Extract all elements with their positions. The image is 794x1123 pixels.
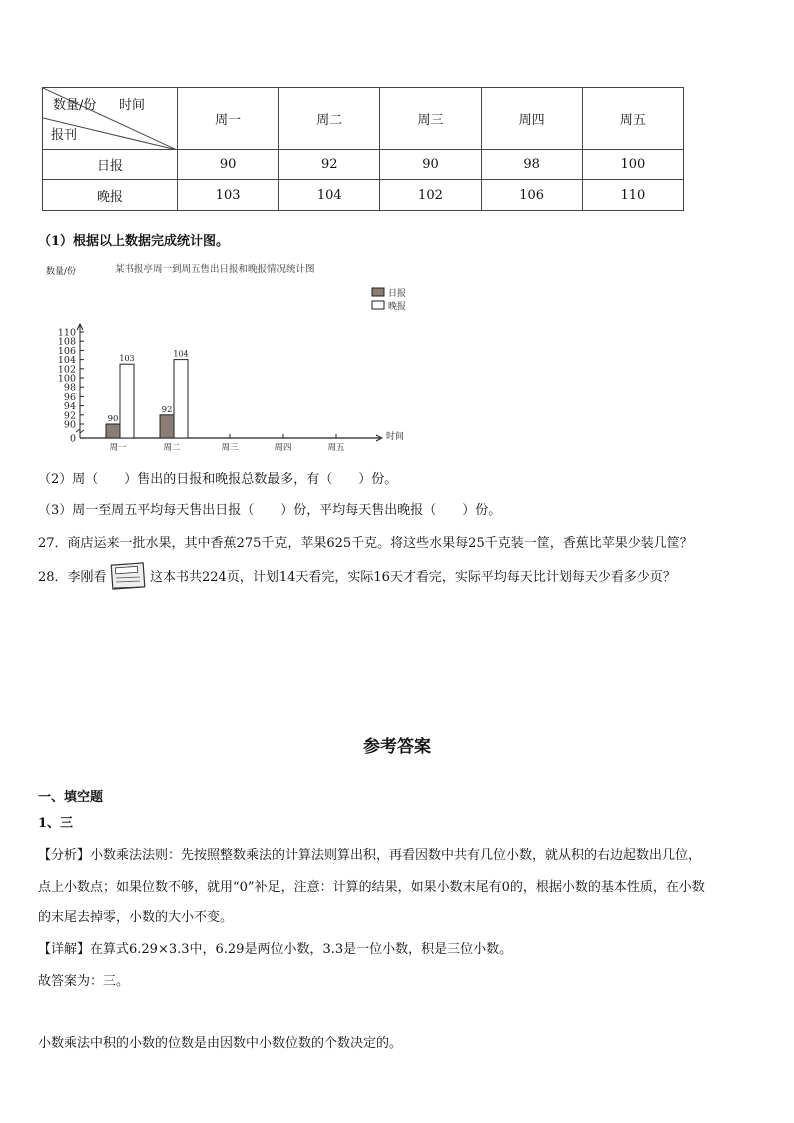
axis-break-mark bbox=[76, 429, 84, 433]
table-header-day: 周五 bbox=[582, 88, 683, 150]
table-cell: 98 bbox=[481, 150, 582, 180]
section-heading: 一、填空题 bbox=[38, 790, 104, 805]
table-cell: 110 bbox=[582, 180, 683, 211]
table-cell: 100 bbox=[582, 150, 683, 180]
book-icon bbox=[110, 558, 148, 592]
y-tick-label: 104 bbox=[57, 355, 76, 367]
table-row bbox=[43, 180, 684, 211]
y-tick-label: 110 bbox=[57, 327, 76, 339]
analysis-line-2: 点上小数点；如果位数不够，就用“0”补足，注意：计算的结果，如果小数末尾有0的，根据小数的基本性质，在小数 bbox=[38, 880, 705, 895]
chart-title: 某书报亭周一到周五售出日报和晚报情况统计图 bbox=[115, 264, 315, 275]
question-2: （2）周（ ）售出的日报和晚报总数最多，有（ ）份。 bbox=[38, 472, 398, 487]
y-tick-label: 0 bbox=[69, 433, 76, 445]
answer-line: 故答案为：三。 bbox=[38, 974, 130, 989]
analysis-line-1: 【分析】小数乘法法则：先按照整数乘法的计算法则算出积，再看因数中共有几位小数，就从积的右边起数出几位， bbox=[38, 848, 702, 863]
y-tick-label: 106 bbox=[57, 345, 76, 357]
table-cell: 90 bbox=[178, 150, 279, 180]
analysis-line-3: 的末尾去掉零，小数的大小不变。 bbox=[38, 910, 234, 925]
table-cell: 103 bbox=[178, 180, 279, 211]
bar-label-daily: 90 bbox=[107, 414, 119, 424]
y-tick-label: 100 bbox=[57, 373, 76, 385]
row-label: 日报 bbox=[43, 150, 178, 180]
y-tick-label: 102 bbox=[57, 364, 76, 376]
table-row bbox=[43, 150, 684, 180]
legend-swatch-evening bbox=[372, 301, 384, 309]
y-tick-label: 92 bbox=[63, 410, 76, 422]
problem-28-rest: 这本书共224页，计划14天看完，实际16天才看完，实际平均每天比计划每天少看多少页？ bbox=[150, 570, 676, 585]
x-tick-label: 周一 bbox=[109, 443, 127, 453]
bar-chart bbox=[30, 258, 420, 458]
corner-paper-label: 报刊 bbox=[51, 128, 78, 143]
bar-label-evening: 103 bbox=[119, 354, 135, 364]
y-tick-label: 96 bbox=[63, 391, 76, 403]
table-header-day: 周四 bbox=[481, 88, 582, 150]
answer-key-title: 参考答案 bbox=[363, 737, 431, 757]
table-header-corner bbox=[43, 88, 178, 150]
x-tick-label: 周二 bbox=[163, 443, 181, 453]
table-header-day: 周二 bbox=[279, 88, 380, 150]
corner-time-label: 时间 bbox=[119, 98, 146, 113]
table-cell: 106 bbox=[481, 180, 582, 211]
summary-note: 小数乘法中积的小数的位数是由因数中小数位数的个数决定的。 bbox=[38, 1036, 403, 1051]
y-tick-label: 108 bbox=[57, 336, 76, 348]
legend-label-daily: 日报 bbox=[388, 289, 407, 299]
sales-table bbox=[42, 87, 684, 211]
corner-quantity-label: 数量/份 bbox=[53, 98, 97, 113]
y-axis-label: 数量/份 bbox=[46, 267, 77, 277]
table-header-day: 周一 bbox=[178, 88, 279, 150]
y-tick-label: 90 bbox=[63, 419, 76, 431]
x-axis-label: 时间 bbox=[386, 432, 405, 442]
legend-label-evening: 晚报 bbox=[388, 302, 407, 312]
table-cell: 92 bbox=[279, 150, 380, 180]
bar-label-daily: 92 bbox=[161, 404, 173, 415]
problem-28-start: 28．李刚看 bbox=[38, 570, 107, 585]
table-cell: 102 bbox=[380, 180, 481, 211]
answer-item-1: 1、三 bbox=[38, 816, 74, 831]
bar-daily bbox=[160, 415, 174, 438]
problem-27: 27．商店运来一批水果，其中香蕉275千克，苹果625千克。将这些水果每25千克装一筐，香蕉比苹果少装几筐？ bbox=[38, 536, 693, 551]
question-1: （1）根据以上数据完成统计图。 bbox=[38, 234, 230, 249]
legend-swatch-daily bbox=[372, 288, 384, 296]
table-cell: 104 bbox=[279, 180, 380, 211]
bar-evening bbox=[120, 364, 134, 438]
y-tick-label: 94 bbox=[63, 401, 76, 413]
x-tick-label: 周五 bbox=[327, 443, 345, 453]
question-3: （3）周一至周五平均每天售出日报（ ）份，平均每天售出晚报（ ）份。 bbox=[38, 503, 502, 518]
bar-daily bbox=[106, 424, 120, 438]
table-header-day: 周三 bbox=[380, 88, 481, 150]
table-cell: 90 bbox=[380, 150, 481, 180]
y-tick-label: 98 bbox=[63, 382, 76, 394]
detail-line: 【详解】在算式6.29×3.3中，6.29是两位小数，3.3是一位小数，积是三位小数。 bbox=[38, 942, 513, 957]
bar-label-evening: 104 bbox=[173, 349, 189, 359]
x-tick-label: 周三 bbox=[221, 443, 239, 453]
x-tick-label: 周四 bbox=[274, 443, 292, 453]
row-label: 晚报 bbox=[43, 180, 178, 211]
bar-evening bbox=[174, 360, 188, 438]
